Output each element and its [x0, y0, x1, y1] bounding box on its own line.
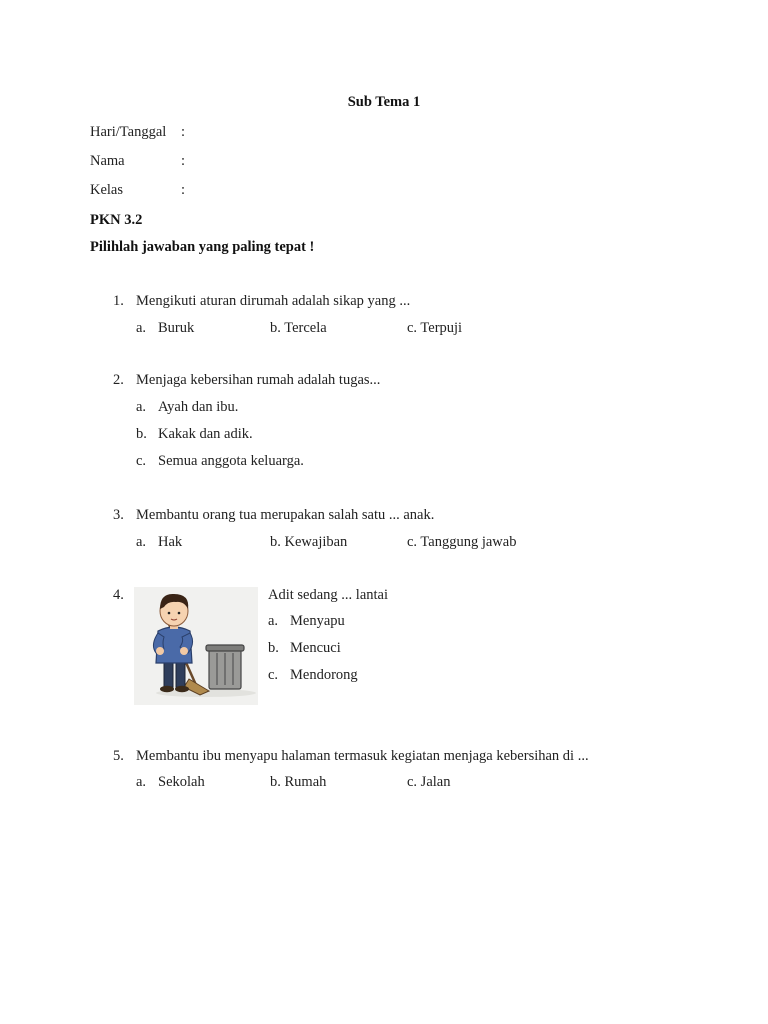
field-label-name: Nama [90, 153, 125, 169]
option-letter-2b: b. [136, 426, 147, 442]
field-label-date: Hari/Tanggal [90, 124, 167, 140]
option-text-4a: Menyapu [290, 613, 345, 629]
option-letter-5a: a. [136, 774, 147, 790]
question-text-2: Menjaga kebersihan rumah adalah tugas... [136, 372, 381, 388]
subject-heading: PKN 3.2 [90, 212, 143, 228]
option-text-3b: b. Kewajiban [270, 534, 348, 550]
option-text-4c: Mendorong [290, 667, 358, 683]
option-letter-4a: a. [268, 613, 279, 629]
option-text-3c: c. Tanggung jawab [407, 534, 517, 550]
option-letter-4b: b. [268, 640, 279, 656]
option-text-2c: Semua anggota keluarga. [158, 453, 304, 469]
option-text-1a: Buruk [158, 320, 195, 336]
option-letter-1a: a. [136, 320, 147, 336]
option-text-4b: Mencuci [290, 640, 341, 656]
question-number-5: 5. [113, 748, 124, 764]
option-letter-2a: a. [136, 399, 147, 415]
question-number-2: 2. [113, 372, 124, 388]
question-text-4: Adit sedang ... lantai [268, 587, 389, 603]
option-letter-4c: c. [268, 667, 279, 683]
question-text-3: Membantu orang tua merupakan salah satu ... anak. [136, 507, 435, 523]
option-text-2b: Kakak dan adik. [158, 426, 253, 442]
question-text-5: Membantu ibu menyapu halaman termasuk kegiatan menjaga kebersihan di ... [136, 748, 589, 764]
page-title: Sub Tema 1 [347, 94, 421, 110]
field-colon-date: : [181, 124, 186, 140]
option-text-5a: Sekolah [158, 774, 205, 790]
field-colon-name: : [181, 153, 186, 169]
question-text-1: Mengikuti aturan dirumah adalah sikap yang ... [136, 293, 411, 309]
option-letter-3a: a. [136, 534, 147, 550]
instruction-text: Pilihlah jawaban yang paling tepat ! [90, 239, 315, 255]
field-label-class: Kelas [90, 182, 124, 198]
field-colon-class: : [181, 182, 186, 198]
boy-sweeping-illustration [134, 587, 258, 705]
option-text-1c: c. Terpuji [407, 320, 463, 336]
trash-bin-icon [206, 645, 244, 689]
question-number-3: 3. [113, 507, 124, 523]
option-letter-2c: c. [136, 453, 147, 469]
option-text-2a: Ayah dan ibu. [158, 399, 239, 415]
question-number-1: 1. [113, 293, 124, 309]
option-text-5c: c. Jalan [407, 774, 451, 790]
option-text-5b: b. Rumah [270, 774, 327, 790]
option-text-3a: Hak [158, 534, 183, 550]
question-number-4: 4. [113, 587, 124, 603]
option-text-1b: b. Tercela [270, 320, 327, 336]
